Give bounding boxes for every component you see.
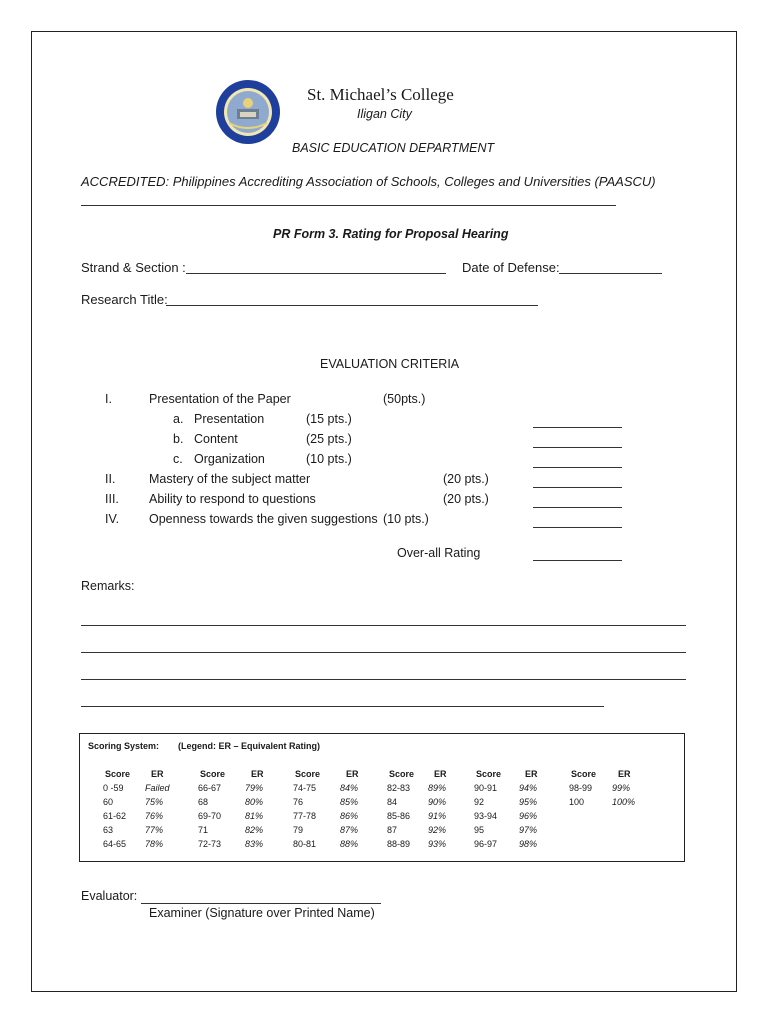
remarks-line-1[interactable] — [81, 625, 686, 626]
er-value: Failed — [145, 783, 170, 793]
criteria-label-1a: Presentation — [194, 412, 265, 426]
rating-field-organization[interactable] — [533, 467, 622, 468]
score-value: 82-83 — [387, 783, 411, 793]
criteria-heading: EVALUATION CRITERIA — [320, 357, 460, 371]
er-value: 81% — [245, 811, 264, 821]
rating-field-presentation[interactable] — [533, 427, 622, 428]
er-header: ER — [525, 769, 538, 779]
score-value: 72-73 — [198, 839, 222, 849]
rating-field-openness[interactable] — [533, 527, 622, 528]
er-header: ER — [151, 769, 164, 779]
criteria-num-1c: c. — [173, 452, 183, 466]
criteria-num-3: III. — [105, 492, 119, 506]
defense-label: Date of Defense: — [462, 260, 560, 275]
er-value: 90% — [428, 797, 447, 807]
er-value: 83% — [245, 839, 264, 849]
criteria-pts-4: (10 pts.) — [383, 512, 429, 526]
score-value: 84 — [387, 797, 398, 807]
evaluator-signature-field[interactable] — [141, 903, 381, 904]
score-value: 71 — [198, 825, 209, 835]
criteria-pts-1a: (15 pts.) — [306, 412, 352, 426]
score-value: 95 — [474, 825, 485, 835]
er-value: 97% — [519, 825, 538, 835]
header-divider — [81, 205, 616, 206]
form-title: PR Form 3. Rating for Proposal Hearing — [273, 227, 509, 241]
college-seal-logo — [215, 79, 281, 145]
score-value: 74-75 — [293, 783, 317, 793]
criteria-pts-1b: (25 pts.) — [306, 432, 352, 446]
er-value: 88% — [340, 839, 359, 849]
rating-field-content[interactable] — [533, 447, 622, 448]
er-value: 79% — [245, 783, 264, 793]
er-value: 82% — [245, 825, 264, 835]
criteria-label-1: Presentation of the Paper — [149, 392, 291, 406]
accreditation-text: ACCREDITED: Philippines Accrediting Association of Schools, Colleges and Universities (PAASCU) — [81, 174, 656, 189]
college-name: St. Michael’s College — [307, 85, 454, 104]
overall-rating-label: Over-all Rating — [397, 546, 481, 560]
score-value: 85-86 — [387, 811, 411, 821]
er-header: ER — [434, 769, 447, 779]
strand-field[interactable] — [186, 273, 446, 274]
score-value: 79 — [293, 825, 304, 835]
score-value: 100 — [569, 797, 585, 807]
score-value: 80-81 — [293, 839, 317, 849]
criteria-label-1c: Organization — [194, 452, 265, 466]
er-value: 94% — [519, 783, 538, 793]
scoring-title: Scoring System: — [88, 741, 160, 751]
er-value: 84% — [340, 783, 359, 793]
er-value: 87% — [340, 825, 359, 835]
scoring-system-box — [79, 733, 685, 862]
evaluator-caption: Examiner (Signature over Printed Name) — [149, 906, 375, 920]
criteria-num-1a: a. — [173, 412, 184, 426]
score-value: 68 — [198, 797, 209, 807]
score-value: 66-67 — [198, 783, 222, 793]
score-value: 92 — [474, 797, 485, 807]
score-value: 90-91 — [474, 783, 498, 793]
criteria-label-2: Mastery of the subject matter — [149, 472, 311, 486]
score-value: 63 — [103, 825, 114, 835]
department-name: BASIC EDUCATION DEPARTMENT — [292, 141, 495, 155]
rating-field-mastery[interactable] — [533, 487, 622, 488]
er-value: 99% — [612, 783, 631, 793]
er-value: 98% — [519, 839, 538, 849]
score-value: 87 — [387, 825, 398, 835]
criteria-label-3: Ability to respond to questions — [149, 492, 316, 506]
score-value: 60 — [103, 797, 114, 807]
scoring-legend: (Legend: ER – Equivalent Rating) — [178, 741, 321, 751]
er-value: 96% — [519, 811, 538, 821]
score-value: 98-99 — [569, 783, 593, 793]
er-value: 77% — [145, 825, 164, 835]
er-value: 75% — [145, 797, 164, 807]
criteria-pts-3: (20 pts.) — [443, 492, 489, 506]
score-value: 88-89 — [387, 839, 411, 849]
er-value: 85% — [340, 797, 359, 807]
strand-label: Strand & Section : — [81, 260, 186, 275]
remarks-line-2[interactable] — [81, 652, 686, 653]
er-value: 95% — [519, 797, 538, 807]
score-header: Score — [476, 769, 502, 779]
er-header: ER — [618, 769, 631, 779]
score-header: Score — [105, 769, 131, 779]
criteria-pts-2: (20 pts.) — [443, 472, 489, 486]
overall-rating-field[interactable] — [533, 560, 622, 561]
score-value: 76 — [293, 797, 304, 807]
er-value: 92% — [428, 825, 447, 835]
score-value: 64-65 — [103, 839, 127, 849]
er-header: ER — [346, 769, 359, 779]
remarks-line-4[interactable] — [81, 706, 604, 707]
er-value: 91% — [428, 811, 447, 821]
criteria-label-1b: Content — [194, 432, 238, 446]
criteria-label-4: Openness towards the given suggestions — [149, 512, 378, 526]
score-value: 69-70 — [198, 811, 222, 821]
score-header: Score — [389, 769, 415, 779]
score-value: 93-94 — [474, 811, 498, 821]
er-value: 100% — [612, 797, 636, 807]
score-value: 61-62 — [103, 811, 127, 821]
research-title-field[interactable] — [166, 305, 538, 306]
er-value: 89% — [428, 783, 447, 793]
criteria-pts-1: (50pts.) — [383, 392, 426, 406]
criteria-num-2: II. — [105, 472, 116, 486]
remarks-line-3[interactable] — [81, 679, 686, 680]
score-value: 0 -59 — [103, 783, 124, 793]
research-label: Research Title: — [81, 292, 168, 307]
score-header: Score — [571, 769, 597, 779]
college-city: Iligan City — [357, 107, 412, 121]
er-value: 76% — [145, 811, 164, 821]
er-value: 78% — [145, 839, 164, 849]
er-header: ER — [251, 769, 264, 779]
criteria-num-1: I. — [105, 392, 112, 406]
score-value: 96-97 — [474, 839, 498, 849]
score-header: Score — [295, 769, 321, 779]
remarks-label: Remarks: — [81, 579, 135, 593]
criteria-pts-1c: (10 pts.) — [306, 452, 352, 466]
er-value: 93% — [428, 839, 447, 849]
score-header: Score — [200, 769, 226, 779]
rating-field-ability[interactable] — [533, 507, 622, 508]
er-value: 80% — [245, 797, 264, 807]
evaluator-label: Evaluator: — [81, 889, 138, 903]
defense-date-field[interactable] — [559, 273, 662, 274]
score-value: 77-78 — [293, 811, 317, 821]
criteria-num-1b: b. — [173, 432, 184, 446]
er-value: 86% — [340, 811, 359, 821]
criteria-num-4: IV. — [105, 512, 120, 526]
